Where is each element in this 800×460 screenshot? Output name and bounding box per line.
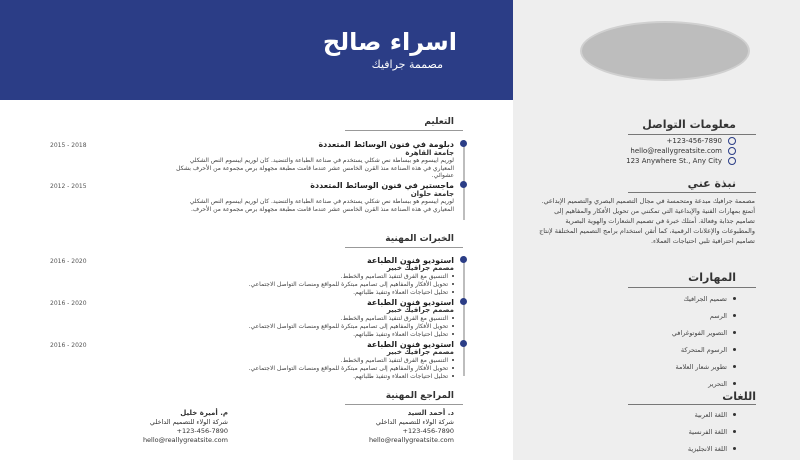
education-school: جامعة حلوان [410, 190, 454, 198]
about-rule [628, 192, 756, 193]
skill-item: الرسم [672, 307, 736, 324]
experience-dates: 2016 - 2020 [50, 342, 87, 349]
bullet-icon [733, 447, 736, 450]
bullet-icon [733, 297, 736, 300]
reference-name: م. أميرة خليل [180, 409, 228, 417]
skills-title: المهارات [688, 271, 736, 284]
bullet-icon [733, 348, 736, 351]
experience-timeline [463, 256, 465, 376]
experience-company: استوديو فنون الطباعة [366, 256, 454, 265]
bullet-icon [733, 413, 736, 416]
experience-bullets: التنسيق مع الفرق لتنفيذ التصاميم والخطط. تحويل الأفكار والمفاهيم إلى تصاميم مبتكرة للمواقع ومنصات التواصل الاجتماعي. تحليل احتياجات العملاء وتنفيذ طلباتهم. [249, 272, 454, 296]
experience-role: مصمم جرافيك خبير [386, 306, 454, 314]
about-title: نبذة عني [687, 177, 736, 190]
reference-phone: +123-456-7890 [176, 427, 228, 435]
bullet-icon [452, 291, 454, 293]
education-school: جامعة القاهرة [405, 149, 454, 157]
experience-role: مصمم جرافيك خبير [386, 348, 454, 356]
contact-email: hello@reallygreatsite.com [630, 147, 722, 155]
reference-org: شركة الولاء للتصميم الداخلي [149, 418, 228, 426]
reference-card [143, 409, 228, 445]
header-band [0, 0, 513, 100]
phone-icon [728, 137, 736, 145]
contact-title: معلومات التواصل [642, 118, 736, 131]
experience-title: الخبرات المهنية [385, 234, 454, 244]
reference-email: hello@reallygreatsite.com [368, 436, 454, 444]
education-desc: لوريم ايبسوم هو ببساطة نص شكلي يستخدم في صناعة الطباعة والتنضيد. كان لوريم ايبسوم النص الشكلي المعياري في هذه الصناعة منذ القرن الخامس عشر عندما قامت مطبعة مجهولة برص مجموعة من الأحرف. [189, 198, 454, 213]
bullet-icon [452, 275, 454, 277]
skill-item: الرسوم المتحركة [672, 341, 736, 358]
education-desc: لوريم ايبسوم هو ببساطة نص شكلي يستخدم في صناعة الطباعة والتنضيد. كان لوريم ايبسوم النص الشكلي المعياري في هذه الصناعة منذ القرن الخامس عشر عندما قامت مطبعة مجهولة برص مجموعة من الأحرف بشكل عشوائي. [176, 157, 454, 179]
education-degree: دبلومة في فنون الوسائط المتعددة [318, 140, 454, 149]
languages-list [688, 406, 736, 457]
skill-item: تطوير شعار العلامة [672, 358, 736, 375]
contact-address: 123 Anywhere St., Any City [626, 157, 722, 165]
timeline-dot [460, 256, 467, 263]
email-icon [728, 147, 736, 155]
experience-bullets: التنسيق مع الفرق لتنفيذ التصاميم والخطط. تحويل الأفكار والمفاهيم إلى تصاميم مبتكرة للمواقع ومنصات التواصل الاجتماعي. تحليل احتياجات العملاء وتنفيذ طلباتهم. [249, 356, 454, 380]
experience-company: استوديو فنون الطباعة [366, 298, 454, 307]
contact-rule [628, 134, 756, 135]
references-rule [345, 404, 463, 405]
reference-phone: +123-456-7890 [402, 427, 454, 435]
education-degree: ماجستير في فنون الوسائط المتعددة [310, 181, 454, 190]
reference-org: شركة الولاء للتصميم الداخلي [375, 418, 454, 426]
education-dates: 2012 - 2015 [50, 183, 87, 190]
bullet-icon [733, 331, 736, 334]
skills-rule [628, 287, 756, 288]
bullet-icon [452, 375, 454, 377]
skill-item: تصميم الجرافيك [672, 290, 736, 307]
experience-dates: 2016 - 2020 [50, 258, 87, 265]
bullet-icon [452, 359, 454, 361]
reference-email: hello@reallygreatsite.com [142, 436, 228, 444]
languages-title: اللغات [722, 390, 756, 403]
contact-phone-row [667, 137, 736, 145]
location-icon [728, 157, 736, 165]
education-timeline [463, 140, 465, 220]
bullet-icon [733, 314, 736, 317]
about-text: مصممة جرافيك مبدعة ومتحمسة في مجال التصميم البصري والتصميم الإبداعي. أتمتع بمهارات الفنية والإبداعية التي تمكنني من تحويل الأفكار والمفاهيم إلى تصاميم جذابة وفعالة. أمتلك خبرة في تصميم الشعارات والهوية البصرية والمطبوعات والإعلانات الرقمية، كما أتقن استخدام برامج التصميم المختلفة لإنتاج تصاميم احترافية تلبي احتياجات العملاء. [539, 197, 755, 245]
contact-email-row [630, 147, 736, 155]
experience-company: استوديو فنون الطباعة [366, 340, 454, 349]
bullet-icon [452, 333, 454, 335]
skill-item: التصوير الفوتوغرافي [672, 324, 736, 341]
person-name: اسراء صالح [322, 28, 457, 56]
bullet-icon [733, 365, 736, 368]
contact-phone: +123-456-7890 [666, 137, 722, 145]
timeline-dot [460, 181, 467, 188]
timeline-dot [460, 298, 467, 305]
job-title: مصممة جرافيك [371, 58, 443, 71]
bullet-icon [733, 382, 736, 385]
experience-dates: 2016 - 2020 [50, 300, 87, 307]
bullet-icon [452, 317, 454, 319]
bullet-icon [452, 367, 454, 369]
languages-rule [628, 404, 756, 405]
profile-photo-placeholder [580, 21, 750, 81]
reference-card [369, 409, 454, 445]
references-title: المراجع المهنية [385, 391, 454, 401]
education-rule [345, 130, 463, 131]
language-item: اللغة العربية [688, 406, 736, 423]
experience-bullets: التنسيق مع الفرق لتنفيذ التصاميم والخطط. تحويل الأفكار والمفاهيم إلى تصاميم مبتكرة للمواقع ومنصات التواصل الاجتماعي. تحليل احتياجات العملاء وتنفيذ طلباتهم. [249, 314, 454, 338]
experience-rule [345, 247, 463, 248]
timeline-dot [460, 340, 467, 347]
skill-item: التحرير [672, 375, 736, 392]
contact-address-row [626, 157, 736, 165]
bullet-icon [733, 430, 736, 433]
bullet-icon [452, 325, 454, 327]
education-dates: 2015 - 2018 [50, 142, 87, 149]
experience-role: مصمم جرافيك خبير [386, 264, 454, 272]
language-item: اللغة الفرنسية [688, 423, 736, 440]
education-title: التعليم [424, 117, 454, 127]
skills-list [672, 290, 736, 392]
reference-name: د. أحمد السيد [407, 409, 454, 417]
bullet-icon [452, 283, 454, 285]
timeline-dot [460, 140, 467, 147]
language-item: اللغة الانجليزية [688, 440, 736, 457]
